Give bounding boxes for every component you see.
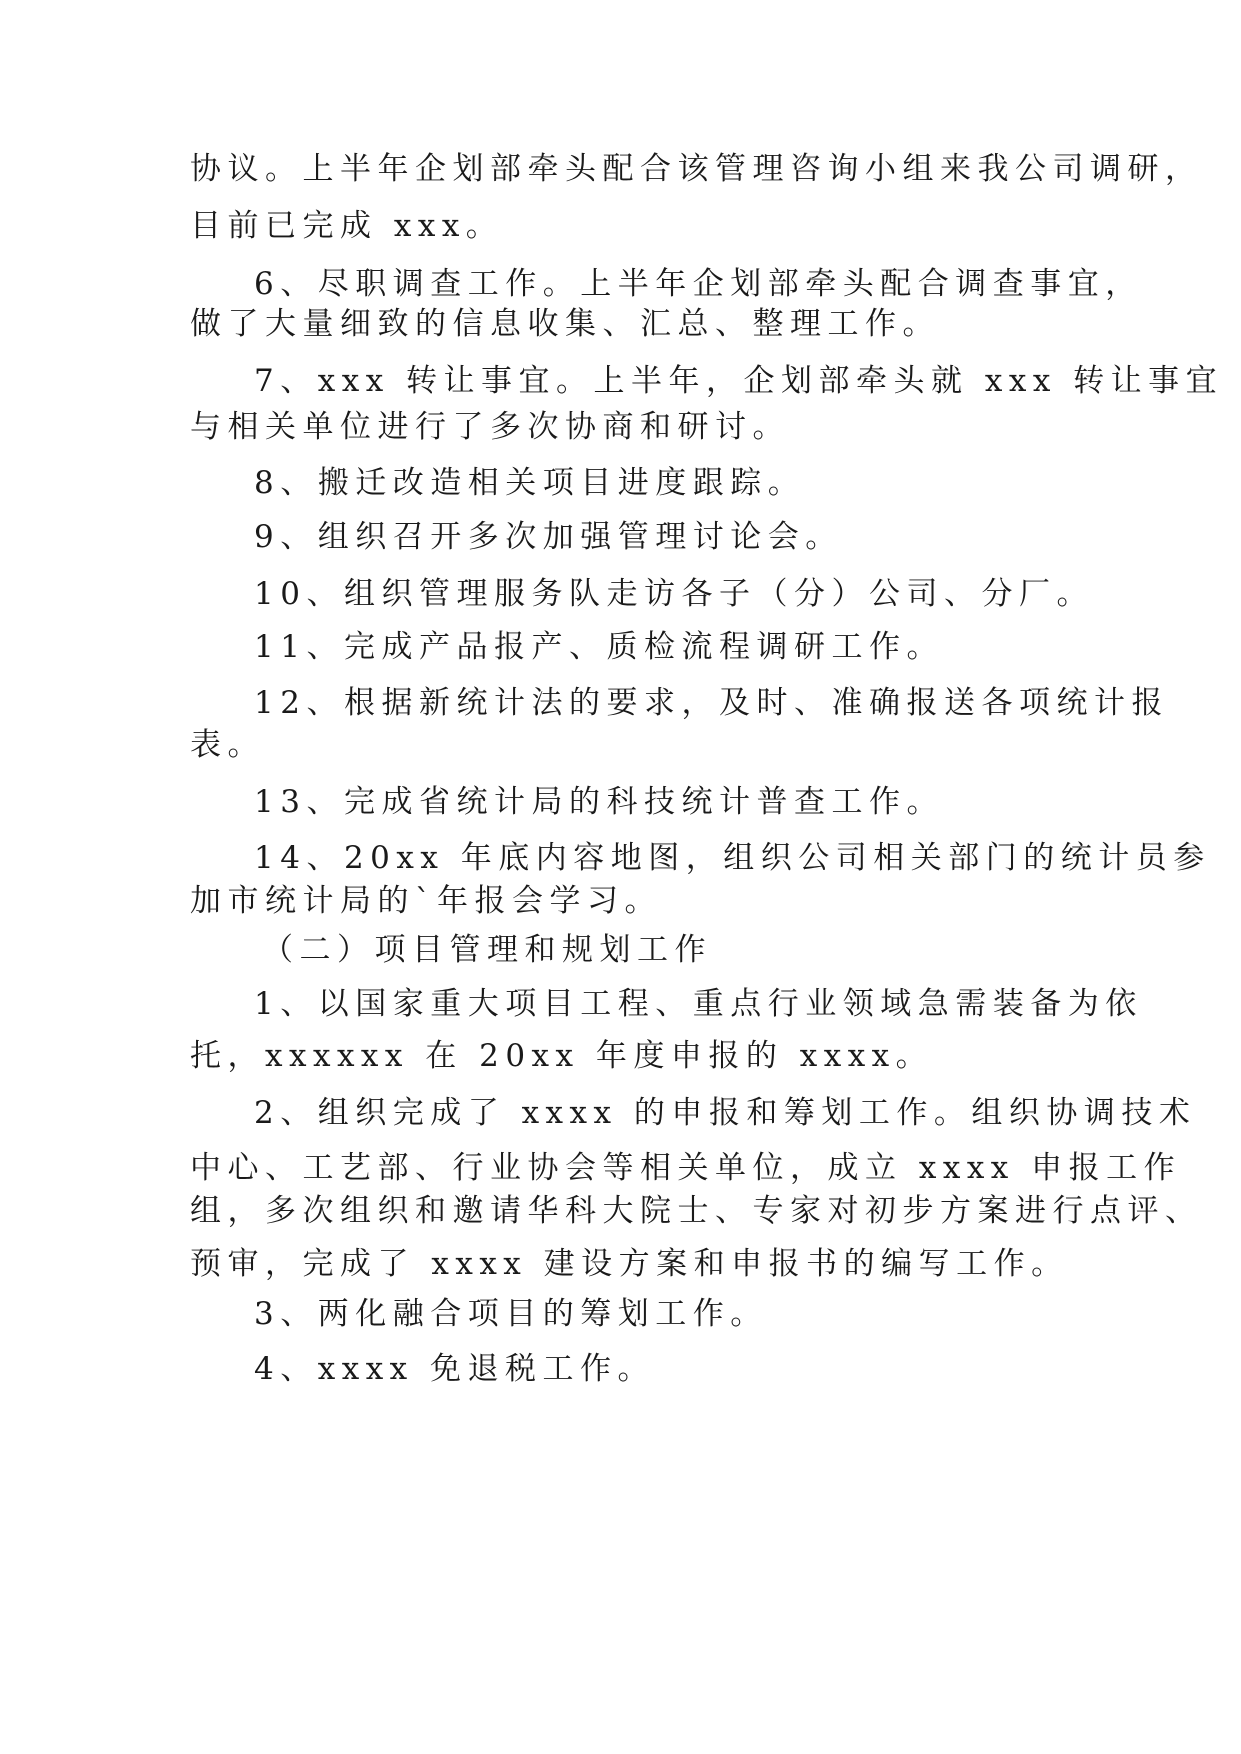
text-line: 8、搬迁改造相关项目进度跟踪。 <box>254 465 806 501</box>
text-line: 4、xxxx 免退税工作。 <box>254 1351 656 1387</box>
text-line: 中心、工艺部、行业协会等相关单位，成立 xxxx 申报工作 <box>190 1150 1182 1186</box>
text-line: 3、两化融合项目的筹划工作。 <box>254 1296 768 1332</box>
text-line: 预审，完成了 xxxx 建设方案和申报书的编写工作。 <box>190 1246 1069 1282</box>
text-line: 与相关单位进行了多次协商和研讨。 <box>190 409 790 445</box>
text-line: 目前已完成 xxx。 <box>190 208 504 244</box>
text-line: 1、以国家重大项目工程、重点行业领域急需装备为依 <box>254 986 1143 1022</box>
text-line: 13、完成省统计局的科技统计普查工作。 <box>254 784 944 820</box>
text-line: 托，xxxxxx 在 20xx 年度申报的 xxxx。 <box>190 1038 934 1074</box>
section-heading: （二）项目管理和规划工作 <box>262 932 712 968</box>
text-line: 表。 <box>190 727 265 763</box>
text-line: 7、xxx 转让事宜。上半年，企划部牵头就 xxx 转让事宜 <box>254 363 1224 399</box>
text-line: 2、组织完成了 xxxx 的申报和筹划工作。组织协调技术 <box>254 1095 1197 1131</box>
text-line: 协议。上半年企划部牵头配合该管理咨询小组来我公司调研， <box>190 151 1203 187</box>
text-line: 12、根据新统计法的要求，及时、准确报送各项统计报 <box>254 685 1169 721</box>
text-line: 10、组织管理服务队走访各子（分）公司、分厂。 <box>254 576 1094 612</box>
text-line: 组，多次组织和邀请华科大院士、专家对初步方案进行点评、 <box>190 1193 1203 1229</box>
text-line: 14、20xx 年底内容地图，组织公司相关部门的统计员参 <box>254 840 1211 876</box>
text-line: 做了大量细致的信息收集、汇总、整理工作。 <box>190 306 940 342</box>
text-line: 9、组织召开多次加强管理讨论会。 <box>254 519 843 555</box>
text-line: 11、完成产品报产、质检流程调研工作。 <box>254 629 944 665</box>
text-line: 加市统计局的`年报会学习。 <box>190 883 662 919</box>
text-line: 6、尽职调查工作。上半年企划部牵头配合调查事宜， <box>254 266 1143 302</box>
